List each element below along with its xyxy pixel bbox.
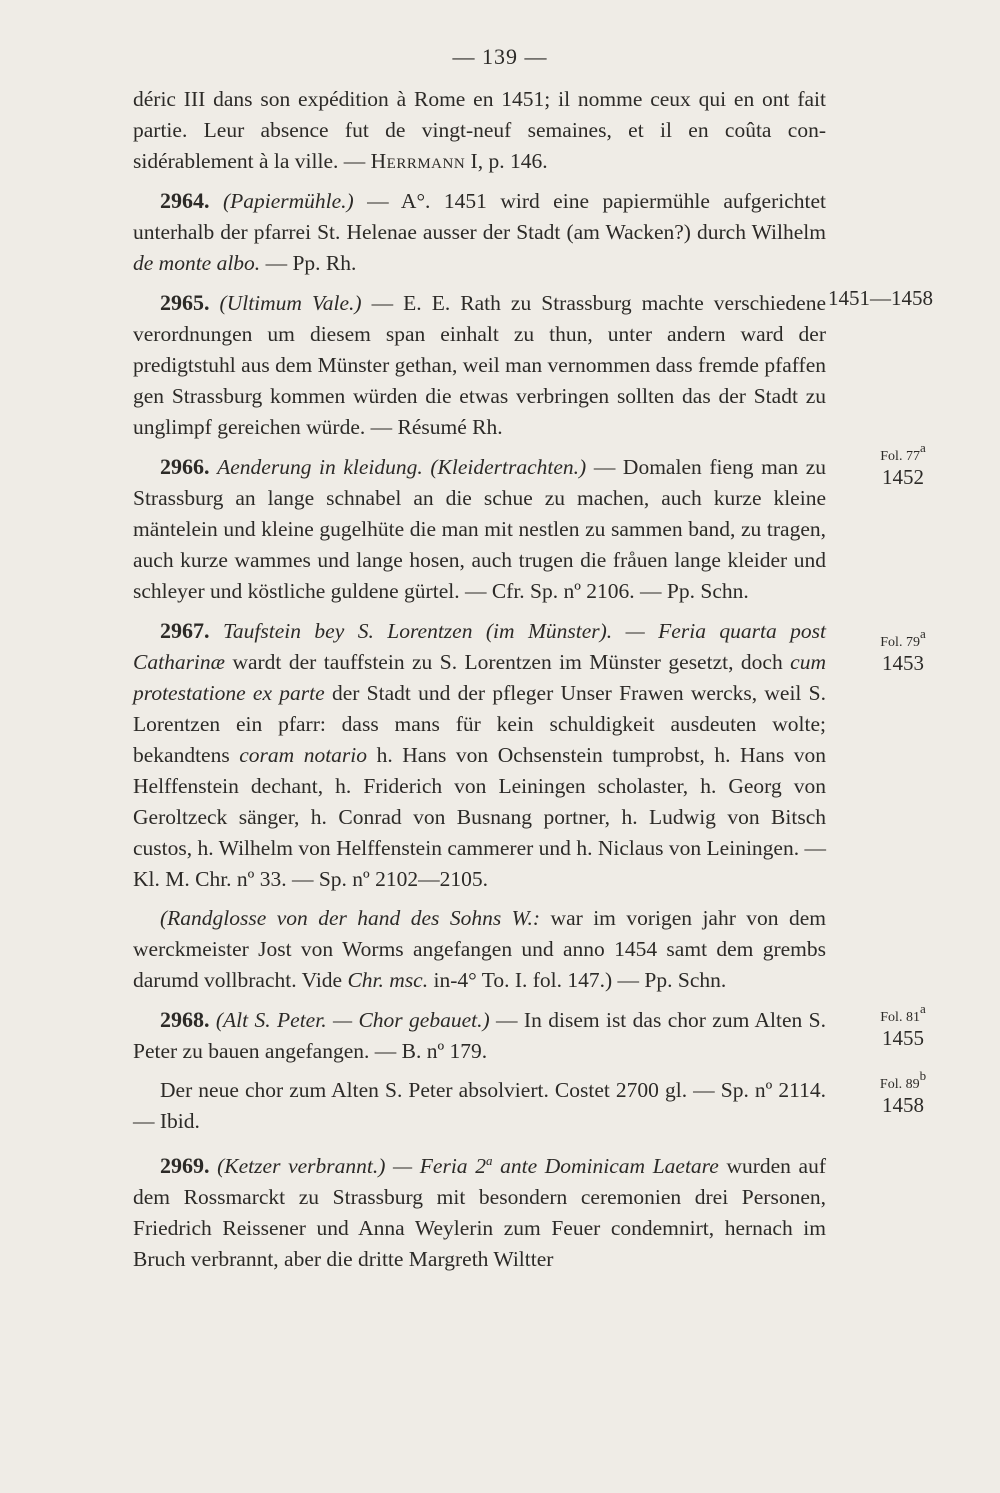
- entry-text: h. Hans von Ochsenstein tumprobst, h. Hans von Helffenstein dechant, h. Friderich von Leiningen scholaster, h. Georg von Geroltzeck sänger, h. Conrad von Busnang portner, h. Ludwig von Bitsch custos, h. Wilhelm von Helffenstein cammerer und h. Niclaus von Leiningen. — Kl. M. Chr. nº 33. — Sp. nº 2102—2105.: [133, 743, 827, 891]
- entry-text: war im vorigen jahr von dem werckmeister Jost von Worms angefangen und anno 1454 samt dem grembs darumd vollbracht. Vide: [133, 906, 827, 992]
- entry-text: — E. E. Rath zu Strassburg machte verschiedene verordnungen um diesem span einhalt zu thun, unter andern ward der predigtstuhl aus dem Münster gethan, weil man vernommen dass fremde pfaffen gen Strassburg kommen würden die etwas verbringen sollten das der Stadt zu unglimpf gereichen würde. — Résumé Rh.: [133, 291, 827, 439]
- text-line: fait partie. Leur absence fut de vingt-neuf semaines, et il en coûta con-: [133, 87, 827, 142]
- margin-note-fol79: [828, 626, 978, 675]
- entry-source: in-4° To. I. fol. 147.) — Pp. Schn.: [433, 968, 727, 992]
- entry-text: wurden auf dem Rossmarckt zu Strassburg mit besondern ceremonien drei Personen, Friedrich Reissener und Anna Weylerin zum Feuer condemnirt, hernach im Bruch verbrannt, aber die dritte Margreth Wiltter: [133, 1154, 827, 1271]
- entry-2964: [133, 185, 826, 279]
- margin-note-fol89: [828, 1068, 978, 1117]
- paragraph-intro: [133, 84, 826, 177]
- entry-2968-followup: [133, 1075, 826, 1137]
- author-name: Herrmann: [370, 149, 466, 173]
- entry-title: (Ultimum Vale.): [219, 291, 362, 315]
- entry-number: 2965.: [160, 290, 210, 315]
- entry-date: — Feria quarta post Catharinæ: [133, 619, 826, 674]
- margin-folio: Fol. 77a: [880, 440, 926, 464]
- margin-year: 1453: [882, 651, 924, 675]
- text-line: sidérablement à la ville. —: [133, 149, 366, 173]
- entry-text: — A°. 1451 wird eine papiermühle aufgerichtet unterhalb der pfarrei St. Helenae ausser der Stadt (am Wacken?) durch Wilhelm: [133, 189, 827, 244]
- entry-2966: [133, 451, 826, 607]
- entry-italic: cum protestatione ex parte: [133, 650, 826, 705]
- text-line: déric III dans son expédition à Rome en 1451; il nomme ceux qui en ont: [133, 87, 790, 111]
- margin-year: 1452: [882, 465, 924, 489]
- entry-2965: [133, 287, 826, 443]
- margin-folio: Fol. 79a: [880, 626, 926, 650]
- entry-title: ante Dominicam Laetare: [500, 1154, 719, 1178]
- margin-folio: Fol. 89b: [879, 1068, 927, 1092]
- entry-2968: [133, 1004, 826, 1067]
- margin-note-date-range: [828, 286, 978, 310]
- entry-text: — In disem ist das chor zum Alten S. Peter zu bauen angefangen. — B. nº 179.: [133, 1008, 827, 1063]
- entry-2969: [133, 1145, 826, 1275]
- entry-title: Aenderung in kleidung. (Kleidertrachten.): [217, 455, 587, 479]
- superscript: a: [485, 1153, 493, 1168]
- reference: I, p. 146.: [470, 149, 548, 173]
- entry-number: 2967.: [160, 618, 210, 643]
- entry-title: (Ketzer verbrannt.) — Feria 2: [217, 1154, 486, 1178]
- entry-text: Der neue chor zum Alten S. Peter absolviert. Costet 2700 gl. — Sp. nº 2114. — Ibid.: [133, 1078, 826, 1133]
- entry-number: 2968.: [160, 1007, 210, 1032]
- entry-gloss: [133, 903, 826, 996]
- entry-italic: Chr. msc.: [347, 968, 429, 992]
- entry-source: — Pp. Rh.: [265, 251, 357, 275]
- entry-text: der Stadt und der pfleger Unser Frawen wercks, weil S. Lorentzen ein pfarr: dass mans für kein schuldigkeit ausdeuten wolte; bekandtens: [133, 681, 826, 767]
- main-text: [133, 84, 826, 1275]
- entry-italic: coram notario: [239, 743, 368, 767]
- entry-number: 2966.: [160, 454, 210, 479]
- entry-title: Taufstein bey S. Lorentzen (im Münster).: [222, 619, 613, 643]
- margin-folio: Fol. 81a: [880, 1001, 926, 1025]
- entry-number: 2964.: [160, 188, 210, 213]
- margin-note-fol81: [828, 1001, 978, 1050]
- entry-title: (Papiermühle.): [222, 189, 354, 213]
- entry-number: 2969.: [160, 1153, 210, 1178]
- entry-text: — Domalen fieng man zu Strassburg an lange schnabel an die schue zu machen, auch kurze kleine mäntelein und kleine gugelhüte die man mit nestlen zu sammen band, zu tragen, auch kurze wammes und lange hosen, auch trugen die fråuen lange kleider und schleyer und köstliche guldene gürtel. — Cfr. Sp. nº 2106. — Pp. Schn.: [133, 455, 827, 603]
- margin-year: 1455: [882, 1026, 924, 1050]
- gloss-title: (Randglosse von der hand des Sohns W.:: [160, 906, 541, 930]
- margin-year: 1458: [882, 1093, 924, 1117]
- entry-italic: de monte albo.: [133, 251, 261, 275]
- entry-title: (Alt S. Peter. — Chor gebauet.): [215, 1008, 490, 1032]
- margin-note-fol77: [828, 440, 978, 489]
- entry-2967: [133, 615, 826, 895]
- entry-text: wardt der tauffstein zu S. Lorentzen im Münster gesetzt, doch: [232, 650, 783, 674]
- margin-year: 1451—1458: [828, 286, 933, 310]
- page-number: — 139 —: [452, 44, 548, 69]
